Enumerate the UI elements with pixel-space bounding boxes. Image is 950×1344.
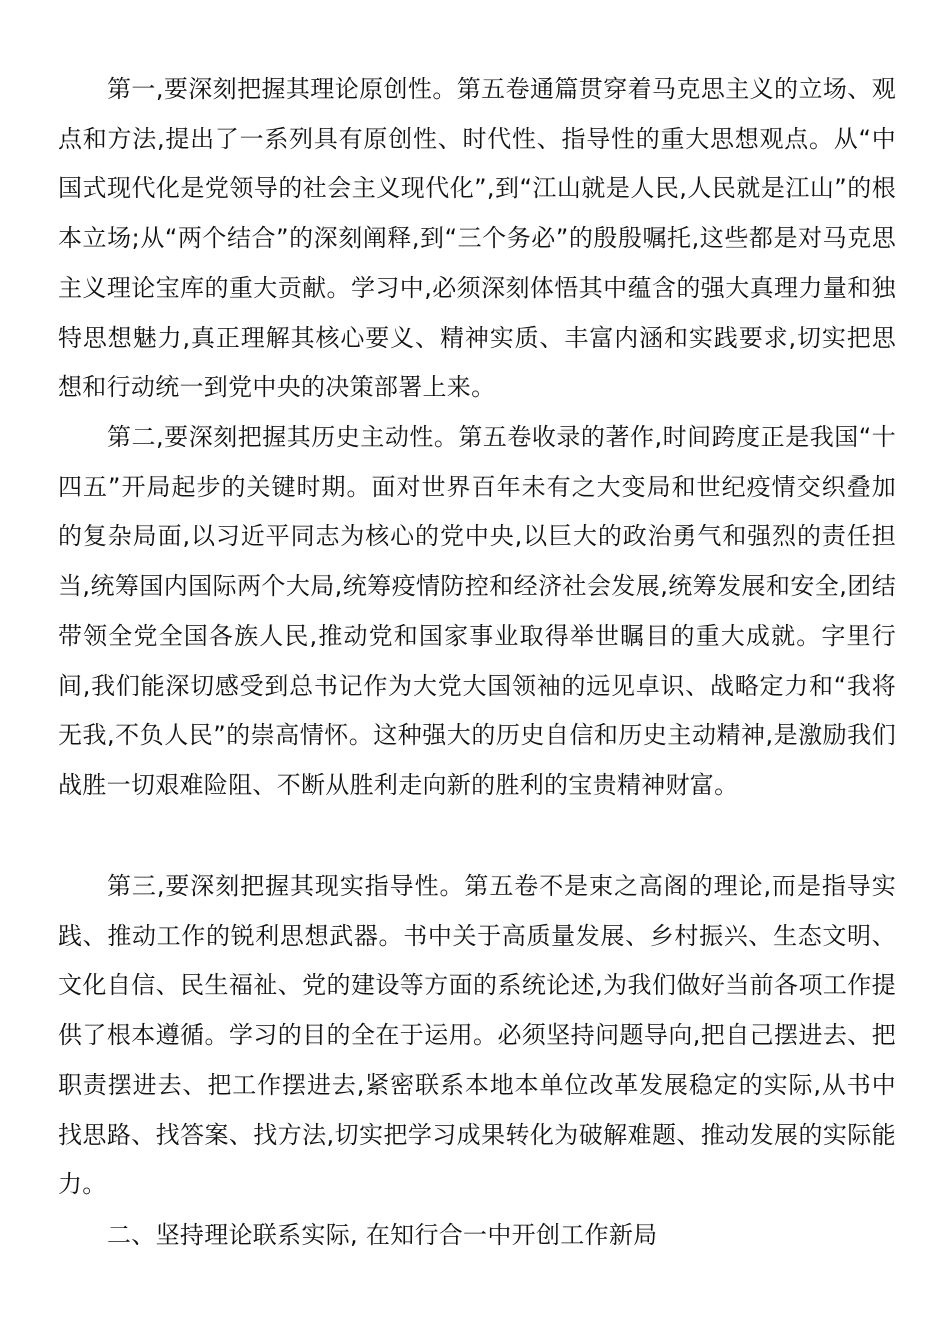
paragraph-theory-originality: 第一,要深刻把握其理论原创性。第五卷通篇贯穿着马克思主义的立场、观点和方法,提出了一系列具有原创性、时代性、指导性的重大思想观点。从“中国式现代化是党领导的社会主义现代化”,到“江山就是人民,人民就是江山”的根本立场;从“两个结合”的深刻阐释,到“三个务必”的殷殷嘱托,这些都是对马克思主义理论宝库的重大贡献。学习中,必须深刻体悟其中蕴含的强大真理力量和独特思想魅力,真正理解其核心要义、精神实质、丰富内涵和实践要求,切实把思想和行动统一到党中央的决策部署上来。 [58,75,896,402]
paragraph-practical-guidance: 第三,要深刻把握其现实指导性。第五卷不是束之高阁的理论,而是指导实践、推动工作的锐利思想武器。书中关于高质量发展、乡村振兴、生态文明、文化自信、民生福祉、党的建设等方面的系统论述,为我们做好当前各项工作提供了根本遵循。学习的目的全在于运用。必须坚持问题导向,把自己摆进去、把职责摆进去、把工作摆进去,紧密联系本地本单位改革发展稳定的实际,从书中找思路、找答案、找方法,切实把学习成果转化为破解难题、推动发展的实际能力。 [58,872,896,1199]
paragraph-historical-initiative: 第二,要深刻把握其历史主动性。第五卷收录的著作,时间跨度正是我国“十四五”开局起步的关键时期。面对世界百年未有之大变局和世纪疫情交织叠加的复杂局面,以习近平同志为核心的党中央,以巨大的政治勇气和强烈的责任担当,统筹国内国际两个大局,统筹疫情防控和经济社会发展,统筹发展和安全,团结带领全党全国各族人民,推动党和国家事业取得举世瞩目的重大成就。字里行间,我们能深切感受到总书记作为大党大国领袖的远见卓识、战略定力和“我将无我,不负人民”的崇高情怀。这种强大的历史自信和历史主动精神,是激励我们战胜一切艰难险阻、不断从胜利走向新的胜利的宝贵精神财富。 [58,423,896,799]
section-heading: 二、坚持理论联系实际, 在知行合一中开创工作新局 [107,1221,658,1249]
